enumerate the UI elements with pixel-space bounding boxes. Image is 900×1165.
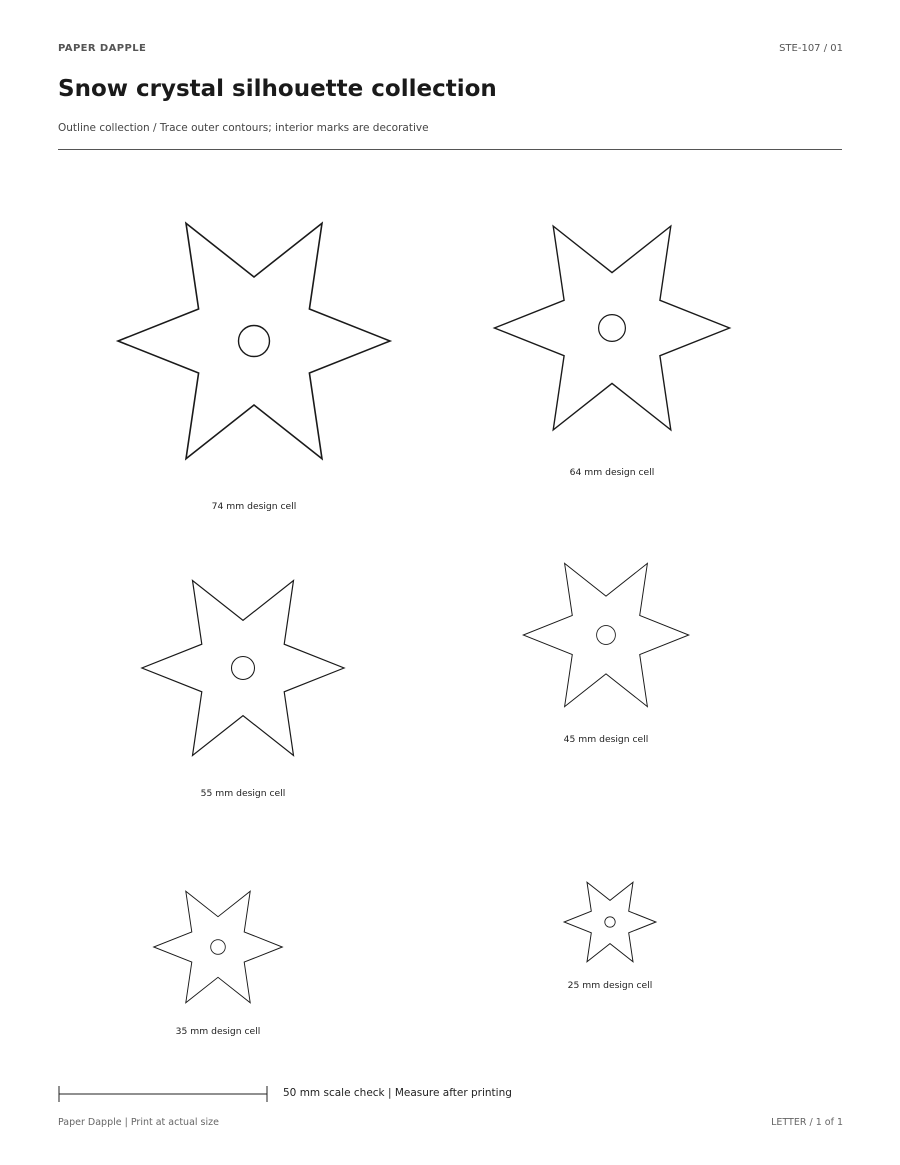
brand-label: PAPER DAPPLE [58, 43, 147, 54]
snow-crystal-6 [564, 882, 656, 962]
snow-crystal-2 [494, 226, 729, 430]
snow-crystal-4 [523, 563, 688, 706]
snow-crystal-1 [118, 223, 390, 459]
crystal-outline-4 [523, 563, 688, 706]
design-caption-5: 35 mm design cell [175, 1026, 261, 1037]
document-id: STE-107 / 01 [779, 43, 843, 54]
crystal-center-mark-4 [597, 626, 616, 645]
design-caption-3: 55 mm design cell [200, 788, 286, 799]
crystal-outline-2 [494, 226, 729, 430]
crystal-outline-6 [564, 882, 656, 962]
crystal-outline-3 [142, 581, 344, 756]
snow-crystal-5 [154, 891, 283, 1002]
snow-crystal-3 [142, 581, 344, 756]
footer-page-info: LETTER / 1 of 1 [771, 1117, 843, 1128]
design-caption-4: 45 mm design cell [563, 734, 649, 745]
scale-bar [56, 1084, 272, 1104]
crystal-outline-1 [118, 223, 390, 459]
crystal-center-mark-6 [605, 917, 615, 927]
crystal-center-mark-5 [211, 940, 226, 955]
design-caption-2: 64 mm design cell [569, 467, 655, 478]
page-subtitle: Outline collection / Trace outer contours; interior marks are decorative [58, 122, 429, 134]
crystal-center-mark-3 [232, 657, 255, 680]
page-title: Snow crystal silhouette collection [58, 76, 497, 102]
scale-check-label: 50 mm scale check | Measure after printing [283, 1087, 512, 1099]
crystal-outline-5 [154, 891, 283, 1002]
crystal-center-mark-1 [239, 326, 270, 357]
design-caption-6: 25 mm design cell [567, 980, 653, 991]
design-caption-1: 74 mm design cell [211, 501, 297, 512]
crystal-center-mark-2 [599, 315, 626, 342]
footer-left: Paper Dapple | Print at actual size [58, 1117, 219, 1128]
